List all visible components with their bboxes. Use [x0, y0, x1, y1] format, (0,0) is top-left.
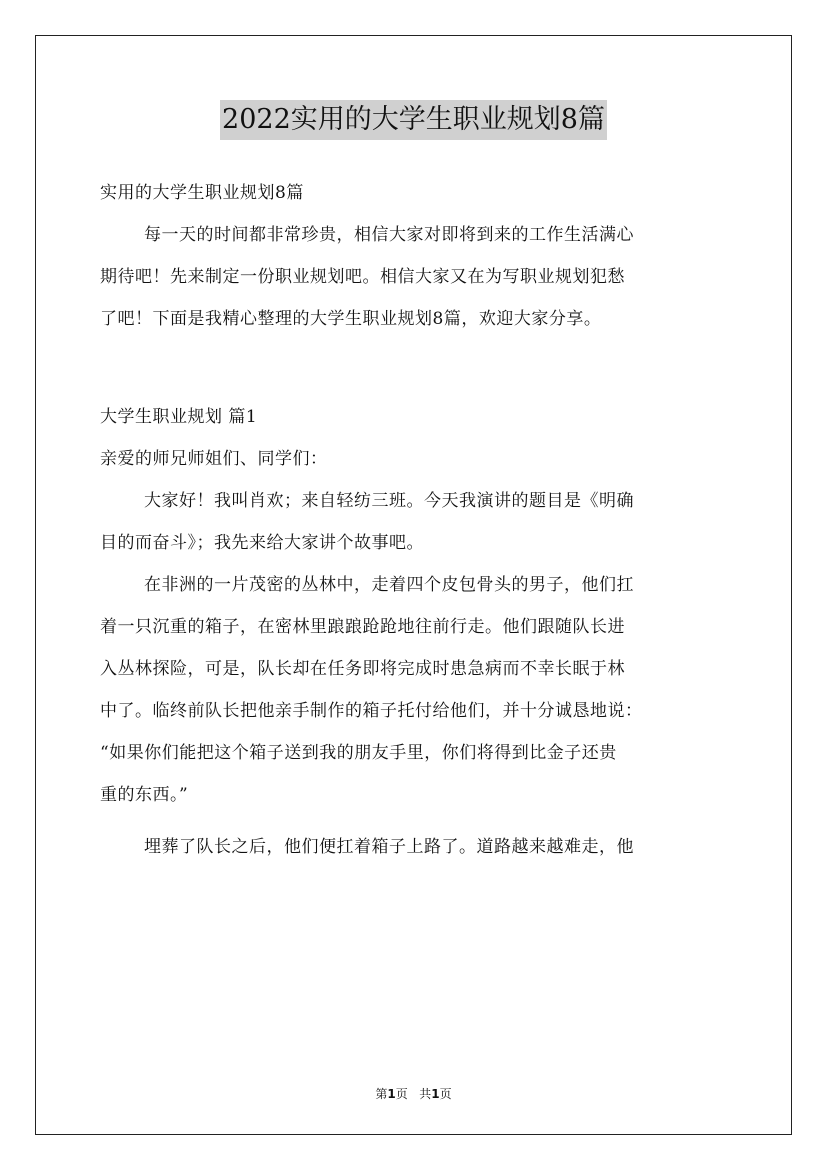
para2-line-1: 在非洲的一片茂密的丛林中，走着四个皮包骨头的男子，他们扛 [144, 575, 634, 595]
total-suffix: 页 [439, 1087, 452, 1101]
para3-line-1: 埋葬了队长之后，他们便扛着箱子上路了。道路越来越难走，他 [144, 837, 634, 857]
subtitle: 实用的大学生职业规划8篇 [100, 183, 304, 203]
para1-line-2: 目的而奋斗》；我先来给大家讲个故事吧。 [100, 533, 424, 553]
spacer [100, 816, 740, 826]
para2-line-6: 重的东西。” [100, 785, 189, 805]
para2-line-3: 入丛林探险，可是，队长却在任务即将完成时患急病而不幸长眠于林 [100, 659, 625, 679]
intro-line-2: 期待吧！先来制定一份职业规划吧。相信大家又在为写职业规划犯愁 [100, 267, 625, 287]
para2-line-4: 中了。临终前队长把他亲手制作的箱子托付给他们，并十分诚恳地说： [100, 701, 643, 721]
para2-line-2: 着一只沉重的箱子，在密林里踉踉跄跄地往前行走。他们跟随队长进 [100, 617, 625, 637]
total-pages: 1 [431, 1087, 440, 1101]
section-heading: 大学生职业规划 篇1 [100, 407, 258, 427]
salutation: 亲爱的师兄师姐们、同学们： [100, 449, 328, 469]
title-container [0, 100, 827, 140]
intro-line-1: 每一天的时间都非常珍贵，相信大家对即将到来的工作生活满心 [144, 225, 634, 245]
page-suffix: 页 [395, 1087, 408, 1101]
document-title: 2022实用的大学生职业规划8篇 [220, 100, 607, 140]
intro-line-3: 了吧！下面是我精心整理的大学生职业规划8篇，欢迎大家分享。 [100, 309, 602, 329]
document-body [100, 172, 740, 868]
para1-line-1: 大家好！我叫肖欢；来自轻纺三班。今天我演讲的题目是《明确 [144, 491, 634, 511]
page-footer [0, 1085, 827, 1102]
para2-line-5: “如果你们能把这个箱子送到我的朋友手里，你们将得到比金子还贵 [100, 743, 617, 763]
page-prefix: 第 [375, 1087, 388, 1101]
page-number: 1 [387, 1087, 396, 1101]
spacer [100, 340, 740, 396]
total-prefix: 共 [419, 1087, 432, 1101]
